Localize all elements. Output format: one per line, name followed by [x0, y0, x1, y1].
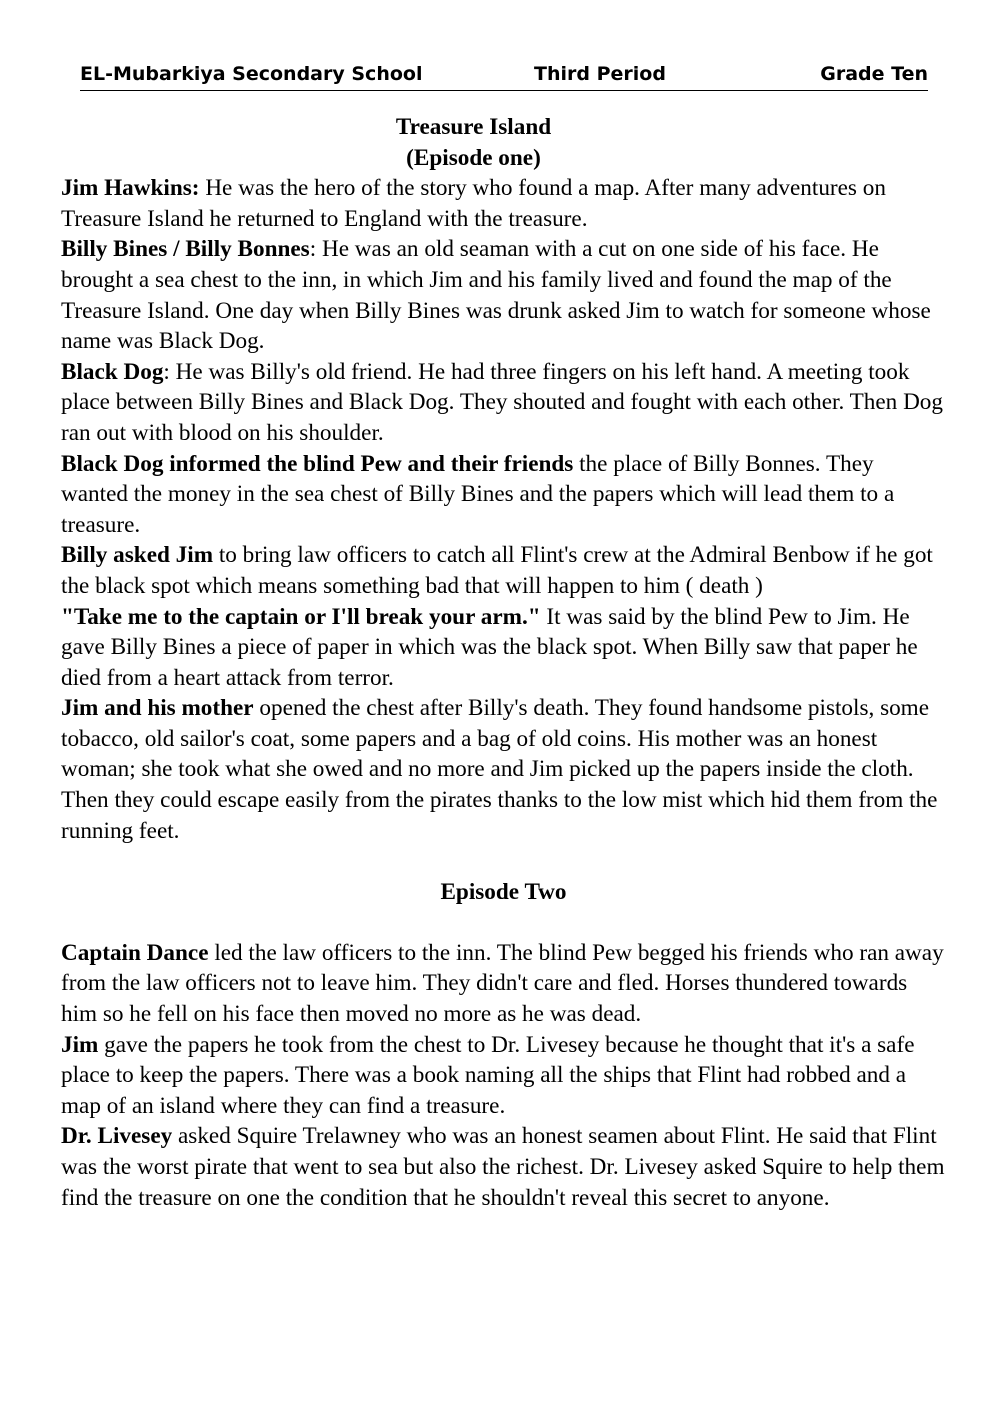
paragraph-black-dog: Black Dog: He was Billy's old friend. He had three fingers on his left hand. A meeting took place between Billy Bines and Black Dog. They shouted and fought with each other. Then Dog ran out with blood on his shoulder. — [61, 358, 943, 446]
paragraph-jim-and-mother: Jim and his mother opened the chest after Billy's death. They found handsome pistols, some tobacco, old sailor's coat, some papers and a bag of old coins. His mother was an honest woman; she took what she owed and no more and Jim picked up the papers inside the cloth. Then they could escape easily from the pirates thanks to the low mist which hid them from the running feet. — [61, 695, 938, 844]
paragraph-jim-hawkins: Jim Hawkins: He was the hero of the story who found a map. After many adventures on Treasure Island he returned to England with the treasure. — [61, 175, 886, 232]
episode-one-title: (Episode one) — [406, 144, 541, 171]
paragraph-dr-livesey: Dr. Livesey asked Squire Trelawney who was an honest seamen about Flint. He said that Flint was the worst pirate that went to sea but also the richest. Dr. Livesey asked Squire to help them find the treasure on one the condition that he shouldn't reveal this secret to anyone. — [61, 1123, 945, 1211]
page-header — [80, 60, 928, 91]
document-body — [61, 112, 946, 1213]
document-title: Treasure Island — [395, 114, 552, 140]
paragraph-quote-pew: "Take me to the captain or I'll break your arm." It was said by the blind Pew to Jim. He gave Billy Bines a piece of paper in which was the black spot. When Billy saw that paper he died from a heart attack from terror. — [61, 603, 918, 691]
episode-two-title: Episode Two — [440, 879, 567, 906]
school-name: EL-Mubarkiya Secondary School — [80, 63, 423, 85]
paragraph-jim-papers: Jim gave the papers he took from the chest to Dr. Livesey because he thought that it's a safe place to keep the papers. There was a book naming all the ships that Flint had robbed and a map of an island where they can find a treasure. — [61, 1031, 915, 1119]
paragraph-billy-asked-jim: Billy asked Jim to bring law officers to catch all Flint's crew at the Admiral Benbow if he got the black spot which means something bad that will happen to him ( death ) — [61, 542, 933, 599]
paragraph-billy-bines: Billy Bines / Billy Bonnes: He was an old seaman with a cut on one side of his face. He brought a sea chest to the inn, in which Jim and his family lived and found the map of the Treasure Island. One day when Billy Bines was drunk asked Jim to watch for someone whose name was Black Dog. — [61, 236, 931, 355]
paragraph-captain-dance: Captain Dance led the law officers to the inn. The blind Pew begged his friends who ran away from the law officers not to leave him. They didn't care and fled. Horses thundered towards him so he fell on his face then moved no more as he was dead. — [61, 939, 944, 1028]
grade-label: Grade Ten — [820, 63, 928, 85]
paragraph-black-dog-informed: Black Dog informed the blind Pew and their friends the place of Billy Bonnes. They wanted the money in the sea chest of Billy Bines and the papers which will lead them to a treasure. — [61, 450, 895, 538]
period-label: Third Period — [534, 63, 666, 85]
